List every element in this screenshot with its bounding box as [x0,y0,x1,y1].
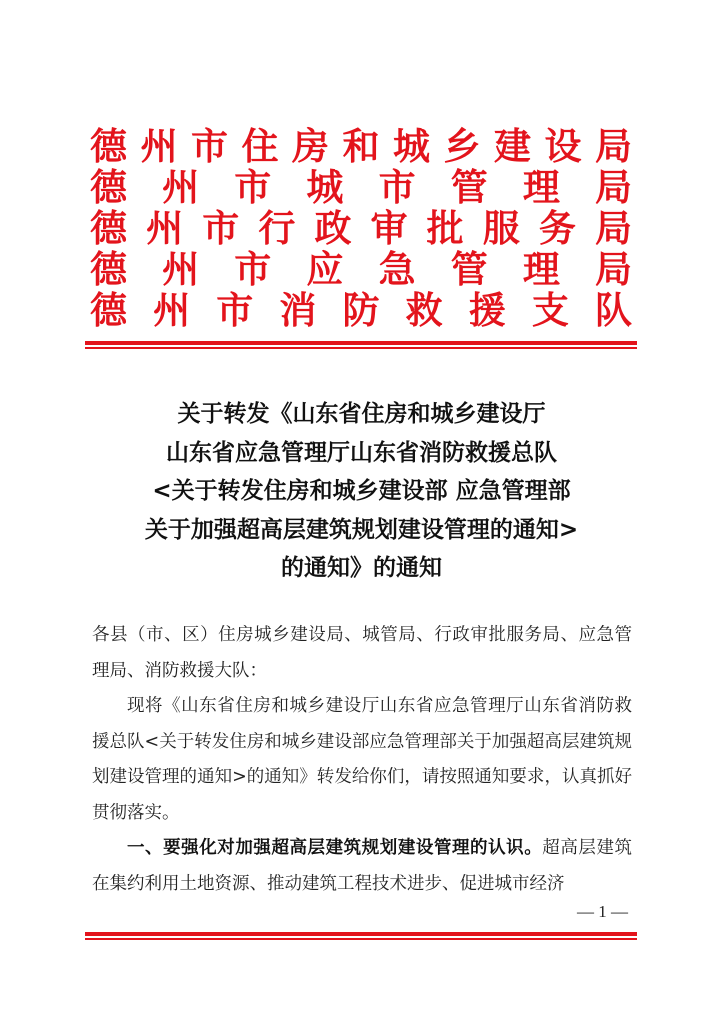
header-divider-thick [85,341,637,345]
issuer-fire-rescue-detachment: 德州市消防救援支队 [90,288,632,332]
section-text: 超高层建筑在集约利用土地资源、推动建筑工程技术进步、促进城市经济 [92,838,633,894]
title-line: 关于转发《山东省住房和城乡建设厅 [177,401,546,427]
issuer-housing-bureau: 德州市住房和城乡建设局 [90,124,632,168]
issuer-emergency-management-bureau: 德州市应急管理局 [90,247,632,291]
title-line: 山东省应急管理厅山东省消防救援总队 [166,439,557,466]
issuing-authorities [90,126,632,331]
title-line: <关于转发住房和城乡建设部 应急管理部 [152,478,571,504]
paragraph: 现将《山东省住房和城乡建设厅山东省应急管理厅山东省消防救援总队<关于转发住房和城乡建设部应急管理部关于加强超高层建筑规划建设管理的通知>的通知》转发给你们，请按照通知要求，认真抓好贯彻落实。 [92,696,632,823]
page-number: — 1 — [577,902,628,921]
title-line: 的通知》的通知 [281,555,442,581]
title-line: 关于加强超高层建筑规划建设管理的通知> [144,516,579,543]
footer-divider-thin [85,938,637,940]
document-body [92,618,632,902]
document-title [60,395,663,588]
issuer-urban-management-bureau: 德州市城市管理局 [90,165,632,209]
section-paragraph [92,831,632,902]
header-divider-thin [85,347,637,349]
section-heading: 一、要强化对加强超高层建筑规划建设管理的认识。 [127,838,543,858]
issuer-administrative-approval-bureau: 德州市行政审批服务局 [90,206,632,250]
addressee: 各县（市、区）住房城乡建设局、城管局、行政审批服务局、应急管理局、消防救援大队： [92,625,632,681]
footer-divider-thick [85,932,637,936]
